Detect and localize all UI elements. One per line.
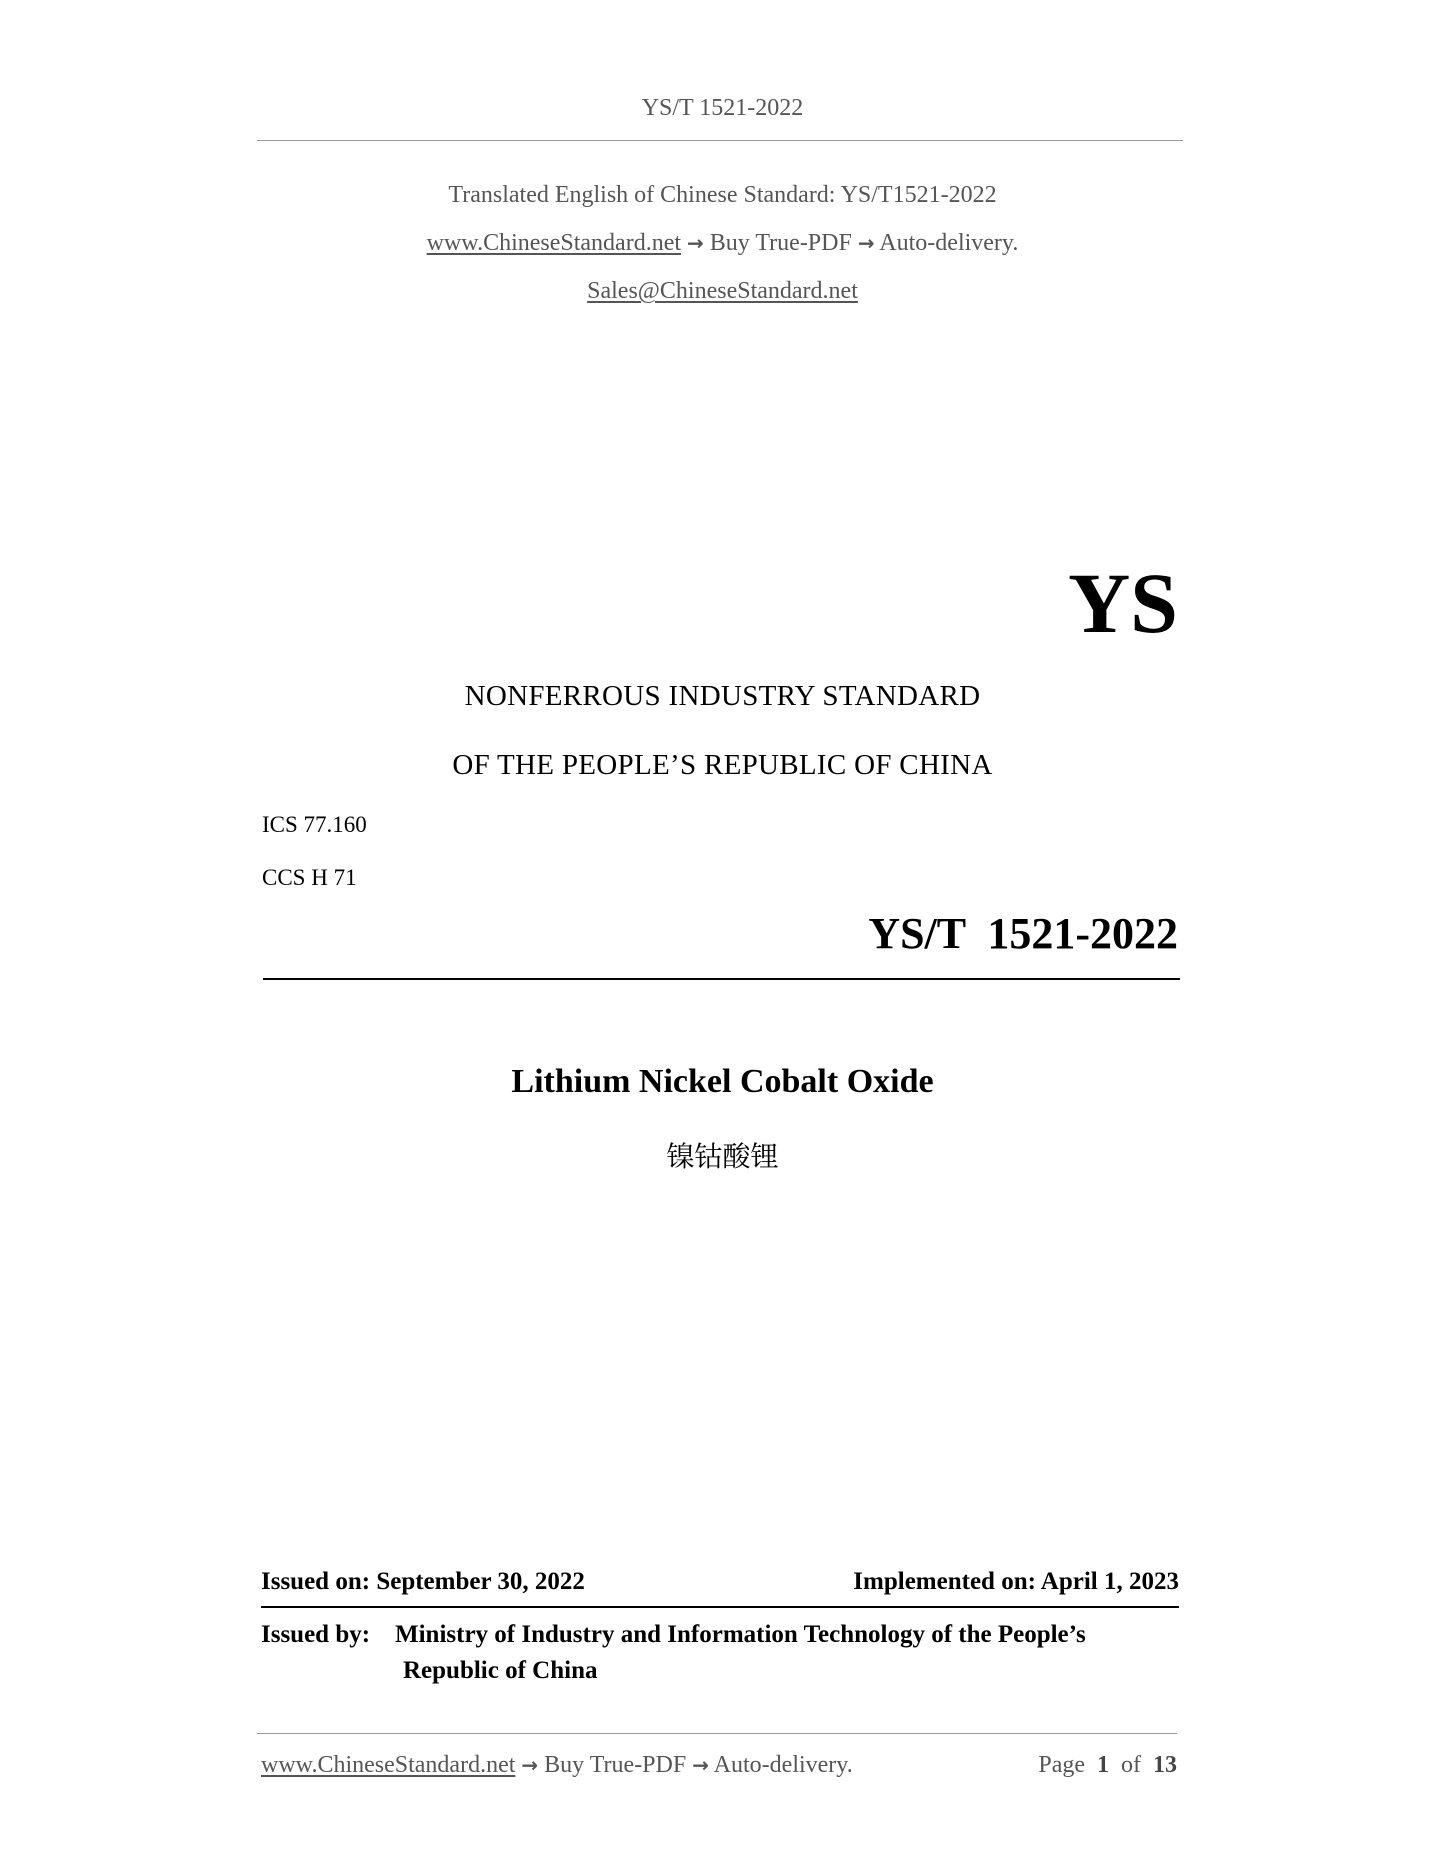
document-title: Lithium Nickel Cobalt Oxide	[511, 1063, 934, 1100]
standard-number-divider	[263, 978, 1180, 980]
footer-purchase-line	[261, 1752, 853, 1779]
footer-site-link[interactable]: www.ChineseStandard.net	[261, 1752, 516, 1778]
standard-type-line1: NONFERROUS INDUSTRY STANDARD	[464, 680, 981, 712]
sales-email-link[interactable]: Sales@ChineseStandard.net	[587, 278, 858, 304]
implemented-on: Implemented on: April 1, 2023	[853, 1568, 1179, 1595]
arrow-right-icon: →	[857, 231, 875, 255]
standard-mark: YS	[1068, 555, 1178, 651]
of-word: of	[1121, 1752, 1141, 1778]
arrow-right-icon: →	[521, 1753, 539, 1777]
issue-dates	[261, 1568, 1179, 1604]
site-link[interactable]: www.ChineseStandard.net	[426, 230, 682, 256]
document-title-chinese: 镍钴酸锂	[666, 1140, 779, 1173]
running-header: YS/T 1521-2022	[641, 95, 804, 121]
page-total: 13	[1153, 1752, 1177, 1778]
footer-divider	[257, 1733, 1177, 1734]
standard-type-line2: OF THE PEOPLE’S REPUBLIC OF CHINA	[452, 749, 993, 781]
page-current: 1	[1097, 1752, 1109, 1778]
issue-divider	[261, 1606, 1179, 1608]
auto-delivery-text: Auto-delivery.	[879, 230, 1019, 256]
buy-true-pdf-text: Buy True-PDF	[709, 230, 852, 256]
ccs-code: CCS H 71	[262, 865, 357, 890]
footer-buy-text: Buy True-PDF	[544, 1752, 687, 1778]
email-line	[0, 278, 1445, 305]
page-word: Page	[1038, 1752, 1085, 1778]
page-counter	[1038, 1752, 1177, 1779]
issued-by-line1: Ministry of Industry and Information Technology of the People’s	[395, 1621, 1086, 1648]
ics-code: ICS 77.160	[262, 812, 367, 837]
translation-purchase-line	[0, 230, 1445, 257]
standard-number: YS/T 1521-2022	[868, 909, 1178, 958]
translation-title: Translated English of Chinese Standard: YS/T1521-2022	[448, 182, 997, 208]
arrow-right-icon: →	[687, 231, 704, 255]
header-divider	[257, 140, 1183, 141]
issued-on: Issued on: September 30, 2022	[261, 1568, 585, 1595]
issued-by-label: Issued by:	[261, 1621, 371, 1648]
footer-delivery-text: Auto-delivery.	[713, 1752, 853, 1778]
arrow-right-icon: →	[692, 1753, 709, 1777]
issued-by-line2: Republic of China	[403, 1657, 598, 1684]
